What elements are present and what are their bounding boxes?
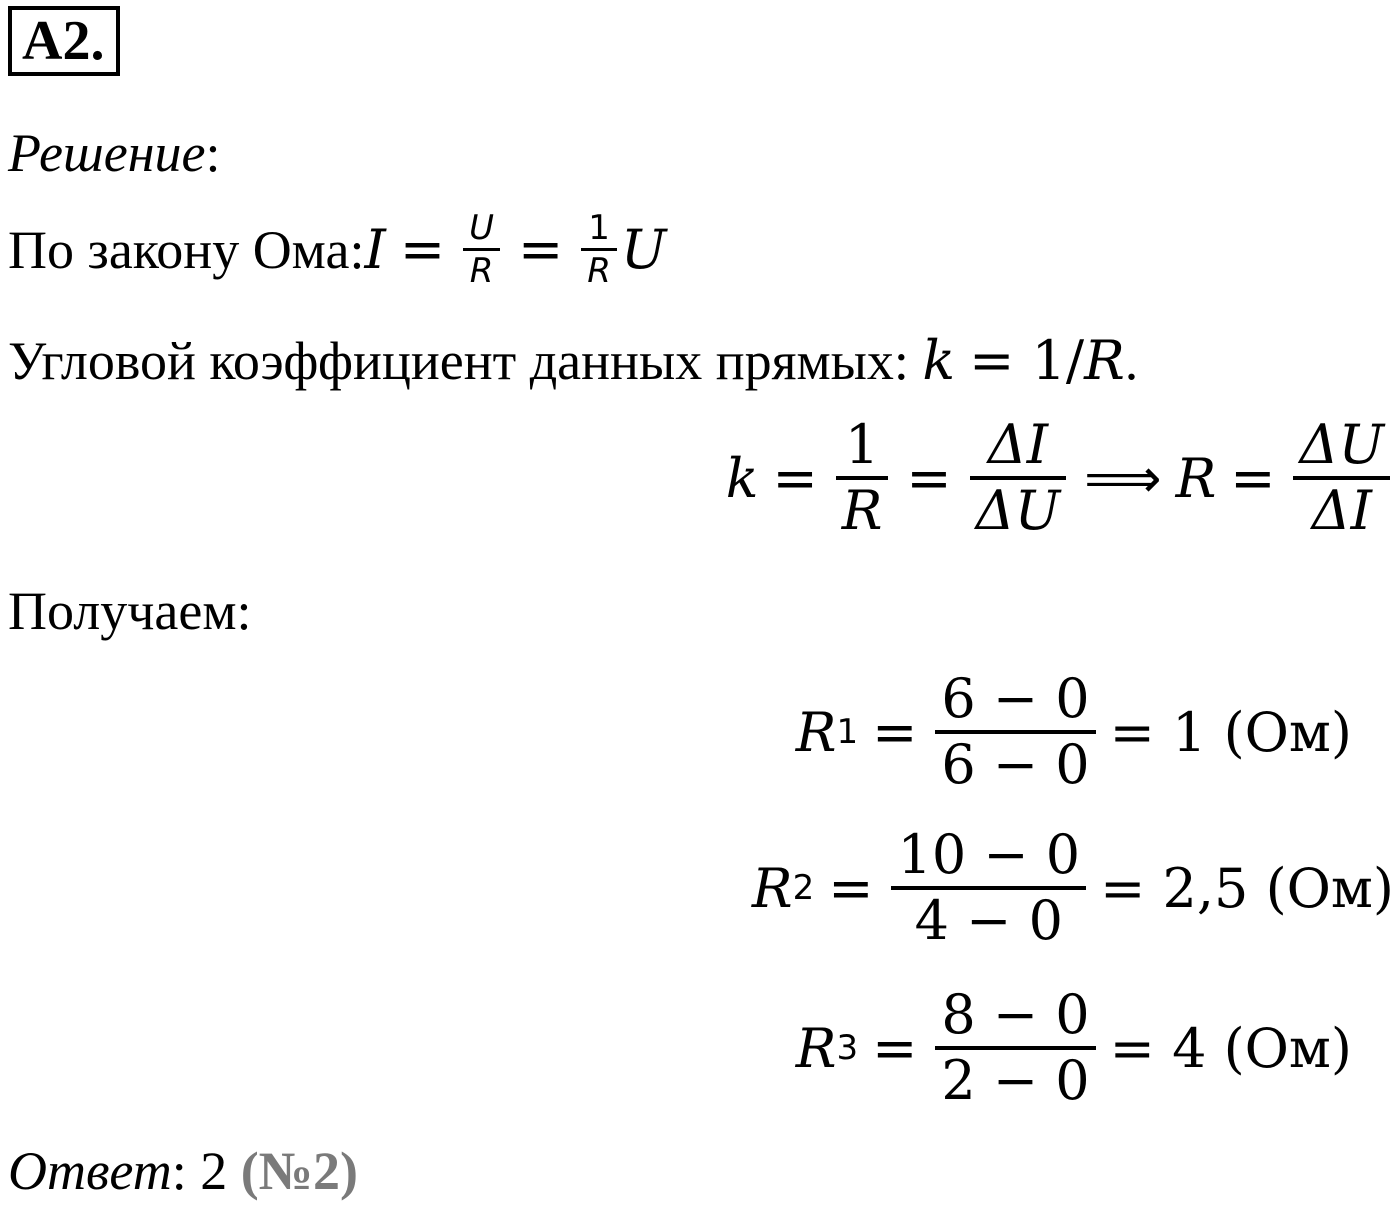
- result-value: = 2,5 (Ом): [1100, 856, 1394, 920]
- result-fraction: [935, 668, 1095, 796]
- ohm-rhs: U: [620, 218, 667, 281]
- derivation-fraction-2: [970, 414, 1067, 542]
- ohm-f2-num: 1: [588, 208, 610, 248]
- slope-line: [8, 330, 1138, 392]
- result-denominator: 6 − 0: [941, 733, 1090, 796]
- result-R: R: [751, 856, 793, 920]
- derivation-f1-num: 1: [844, 413, 880, 476]
- implies-arrow: ⟹: [1084, 446, 1162, 510]
- result-row: [752, 824, 1394, 952]
- ohm-lhs: I: [364, 218, 386, 281]
- result-subscript: 3: [836, 1028, 859, 1068]
- solution-heading: Решение: [8, 123, 206, 183]
- ohm-law-text: По закону Ома:: [8, 219, 365, 280]
- result-denominator: 2 − 0: [941, 1049, 1090, 1112]
- derivation-eq-3: =: [1230, 446, 1276, 510]
- result-R: R: [795, 700, 837, 764]
- ohm-fraction-2: [581, 208, 617, 291]
- answer-value: 2: [200, 1141, 228, 1201]
- result-numerator: 6 − 0: [941, 667, 1090, 730]
- slope-text: Угловой коэффициент данных прямых:: [8, 331, 923, 391]
- derivation-eq-2: =: [906, 446, 952, 510]
- result-eq: =: [872, 700, 918, 764]
- result-fraction: [891, 824, 1086, 952]
- ohm-eq-1: =: [399, 218, 446, 281]
- result-fraction: [935, 984, 1095, 1112]
- result-eq: =: [828, 856, 874, 920]
- result-subscript: 2: [792, 868, 815, 908]
- derivation-R: R: [1175, 446, 1217, 510]
- answer-colon: :: [171, 1141, 201, 1201]
- slope-R: R: [1084, 329, 1125, 392]
- slope-period: .: [1124, 331, 1139, 391]
- result-numerator: 10 − 0: [897, 823, 1081, 886]
- ohm-eq-2: =: [517, 218, 564, 281]
- derivation-line: [726, 414, 1394, 542]
- derivation-f3-den: ΔI: [1311, 479, 1372, 542]
- ohm-f1-den: R: [469, 251, 494, 291]
- answer-line: [8, 1140, 358, 1202]
- slope-k: k: [922, 329, 956, 392]
- result-value: = 1 (Ом): [1109, 700, 1352, 764]
- problem-number: A2.: [8, 6, 120, 76]
- ohm-law-line: [8, 208, 666, 291]
- derivation-eq-1: =: [772, 446, 818, 510]
- slope-formula: = 1/: [969, 329, 1085, 392]
- derivation-fraction-3: [1293, 414, 1390, 542]
- result-value: = 4 (Ом): [1109, 1016, 1352, 1080]
- ohm-fraction-1: [463, 208, 500, 291]
- result-subscript: 1: [836, 712, 859, 752]
- result-row: [796, 668, 1352, 796]
- result-denominator: 4 − 0: [914, 889, 1063, 952]
- result-heading: Получаем:: [8, 581, 252, 641]
- derivation-f2-num: ΔI: [987, 413, 1049, 476]
- derivation-f2-den: ΔU: [975, 479, 1061, 542]
- ohm-f2-den: R: [587, 251, 611, 291]
- derivation-k: k: [725, 446, 759, 510]
- answer-reference: (№2): [240, 1141, 358, 1201]
- result-R: R: [795, 1016, 837, 1080]
- solution-heading-line: [8, 122, 221, 184]
- derivation-fraction-1: [836, 414, 889, 542]
- result-row: [796, 984, 1352, 1112]
- derivation-f3-num: ΔU: [1299, 413, 1384, 476]
- result-numerator: 8 − 0: [941, 983, 1090, 1046]
- ohm-f1-num: U: [469, 208, 494, 248]
- result-eq: =: [872, 1016, 918, 1080]
- derivation-f1-den: R: [841, 479, 883, 542]
- solution-colon: :: [205, 123, 221, 183]
- answer-label: Ответ: [8, 1141, 172, 1201]
